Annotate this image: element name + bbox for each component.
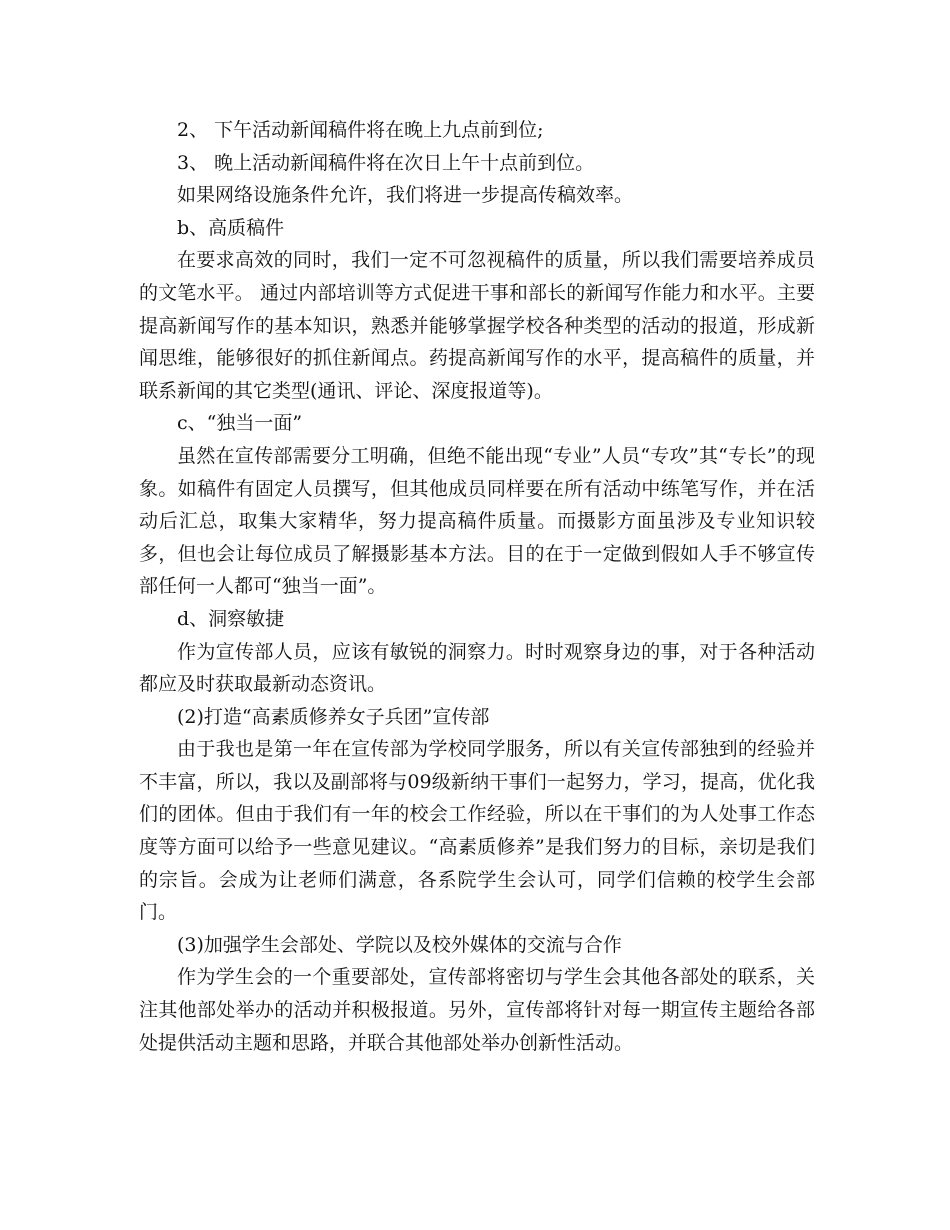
list-item-3: 3、 晚上活动新闻稿件将在次日上午十点前到位。 bbox=[177, 151, 595, 174]
body-paragraph: 由于我也是第一年在宣传部为学校同学服务，所以有关宣传部独到的经验并不丰富，所以，我以及副部将与09级新纳干事们一起努力，学习，提高，优化我们的团体。但由于我们有一年的校会工作经验，所以在干事们的为人处事工作态度等方面可以给予一些意见建议。“高素质修养”是我们努力的目标，亲切是我们的宗旨。会成为让老师们满意，各系院学生会认可，同学们信赖的校学生会部门。 bbox=[139, 738, 815, 924]
body-paragraph: 作为学生会的一个重要部处，宣传部将密切与学生会其他各部处的联系，关注其他部处举办的活动并积极报道。另外，宣传部将针对每一期宣传主题给各部处提供活动主题和思路，并联合其他部处举办创新性活动。 bbox=[139, 966, 815, 1054]
section-heading-2: (2)打造“高素质修养女子兵团”宣传部 bbox=[177, 705, 490, 728]
section-heading-c: c、“独当一面” bbox=[177, 412, 303, 435]
body-paragraph: 在要求高效的同时，我们一定不可忽视稿件的质量，所以我们需要培养成员的文笔水平。 通过内部培训等方式促进干事和部长的新闻写作能力和水平。主要提高新闻写作的基本知识，熟悉并能够掌握学校各种类型的活动的报道，形成新闻思维，能够很好的抓住新闻点。药提高新闻写作的水平，提高稿件的质量，并联系新闻的其它类型(通讯、评论、深度报道等)。 bbox=[139, 249, 815, 402]
body-paragraph: 虽然在宣传部需要分工明确，但绝不能出现“专业”人员“专攻”其“专长”的现象。如稿件有固定人员撰写，但其他成员同样要在所有活动中练笔写作，并在活动后汇总，取集大家精华，努力提高稿件质量。而摄影方面虽涉及专业知识较多，但也会让每位成员了解摄影基本方法。目的在于一定做到假如人手不够宣传部任何一人都可“独当一面”。 bbox=[139, 444, 815, 598]
body-paragraph: 作为宣传部人员，应该有敏锐的洞察力。时时观察身边的事，对于各种活动都应及时获取最新动态资讯。 bbox=[139, 640, 815, 696]
document-body bbox=[139, 114, 815, 1059]
section-heading-3: (3)加强学生会部处、学院以及校外媒体的交流与合作 bbox=[177, 933, 622, 956]
body-paragraph: 如果网络设施条件允许，我们将进一步提高传稿效率。 bbox=[177, 184, 634, 207]
list-item-2: 2、 下午活动新闻稿件将在晚上九点前到位; bbox=[177, 119, 544, 141]
section-heading-b: b、高质稿件 bbox=[177, 216, 285, 239]
section-heading-d: d、洞察敏捷 bbox=[177, 607, 285, 630]
